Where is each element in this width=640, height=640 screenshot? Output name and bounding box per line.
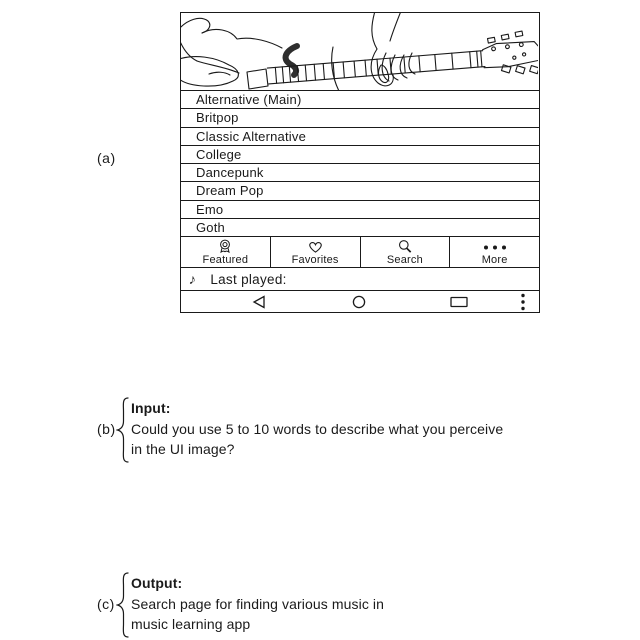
guitar-illustration [181,13,539,91]
output-line-1: Search page for finding various music in [131,595,385,612]
tab-favorites-label: Favorites [291,254,339,266]
output-heading: Output: [131,575,183,591]
genre-list [181,91,539,237]
panel-c-label: (c) [97,596,115,612]
input-section [131,398,503,460]
panel-b-label: (b) [97,421,116,437]
last-played-label: Last played: [210,271,287,287]
navigation-bar [181,291,539,312]
genre-row-emo[interactable]: Emo [181,201,539,219]
heart-icon [307,239,324,254]
input-line-2: in the UI image? [131,441,235,457]
tab-featured-label: Featured [202,254,249,266]
search-icon [397,239,413,254]
output-line-2: music learning app [131,616,251,632]
nav-recents-button[interactable] [450,296,468,308]
genre-row-dream-pop[interactable]: Dream Pop [181,182,539,200]
input-heading: Input: [131,400,171,416]
nav-back-button[interactable] [252,295,267,309]
genre-row-classic-alternative[interactable]: Classic Alternative [181,128,539,146]
output-section [131,573,384,635]
medal-icon [217,239,233,254]
panel-a-label: (a) [97,150,116,166]
brace-b [116,397,130,463]
guitar-sketch-svg [181,13,538,91]
genre-row-britpop[interactable]: Britpop [181,109,539,127]
tab-search[interactable] [360,237,450,267]
music-note-icon: ♪ [188,271,198,287]
tab-more-label: More [481,254,508,266]
tab-favorites[interactable] [270,237,360,267]
tab-search-label: Search [386,254,423,266]
nav-overflow-menu-button[interactable] [520,293,526,311]
last-played-bar[interactable] [181,268,539,291]
tab-more[interactable] [449,237,539,267]
phone-mockup [180,12,540,313]
genre-row-dancepunk[interactable]: Dancepunk [181,164,539,182]
genre-row-alternative-main[interactable]: Alternative (Main) [181,91,539,109]
genre-row-goth[interactable]: Goth [181,219,539,237]
nav-home-button[interactable] [352,295,366,309]
tab-featured[interactable] [181,237,270,267]
brace-c [116,572,130,638]
input-line-1: Could you use 5 to 10 words to describe what you perceive [131,420,504,437]
genre-row-college[interactable]: College [181,146,539,164]
tab-bar [181,237,539,268]
ellipsis-icon [482,239,508,254]
